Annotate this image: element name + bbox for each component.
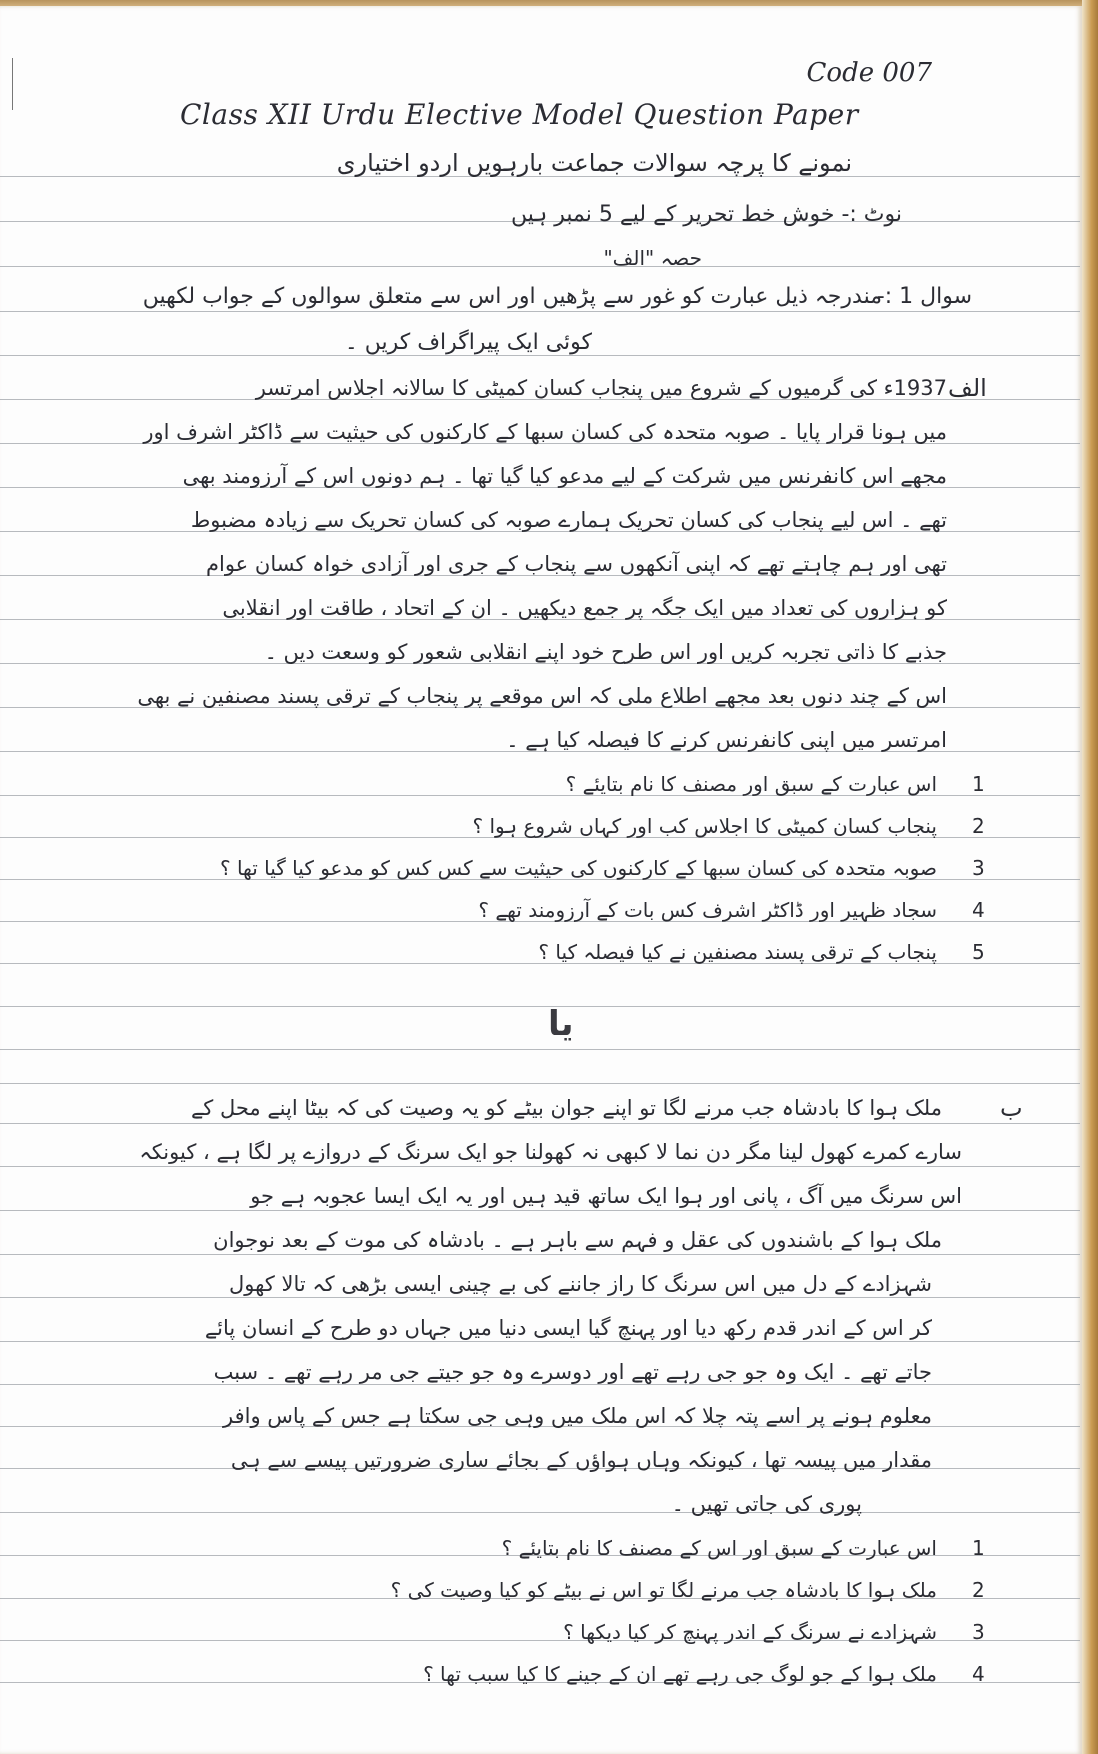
paper-code: Code 007 xyxy=(806,58,932,88)
sub-question-number: 4 xyxy=(972,898,985,922)
question-instruction: مندرجہ ذیل عبارت کو غور سے پڑھیں اور اس سے متعلق سوالوں کے جواب لکھیں xyxy=(142,284,882,309)
ruled-line xyxy=(0,1166,1080,1167)
page-title-urdu: نمونے کا پرچہ سوالات جماعت بارہویں اردو اختیاری xyxy=(336,149,852,177)
passage-line: اس کے چند دنوں بعد مجھے اطلاع ملی کہ اس موقعے پر پنجاب کے ترقی پسند مصنفین نے بھی xyxy=(137,684,947,708)
question-label: سوال 1 :- xyxy=(876,284,972,309)
ruled-line xyxy=(0,311,1080,312)
ruled-line xyxy=(0,1254,1080,1255)
sub-question-number: 1 xyxy=(972,772,985,796)
sub-question-number: 3 xyxy=(972,1620,985,1644)
passage-line: کر اس کے اندر قدم رکھ دیا اور پہنچ گیا ایسی دنیا میں جہاں دو طرح کے انسان پائے xyxy=(204,1316,932,1340)
passage-marker-b: ب xyxy=(1000,1094,1023,1122)
margin-mark xyxy=(12,58,13,110)
passage-line: تھی اور ہم چاہتے تھے کہ اپنی آنکھوں سے پنجاب کے جری اور آزادی خواہ کسان عوام xyxy=(206,552,947,576)
sub-question-number: 2 xyxy=(972,814,985,838)
sub-question-number: 3 xyxy=(972,856,985,880)
passage-line: معلوم ہونے پر اسے پتہ چلا کہ اس ملک میں وہی جی سکتا ہے جس کے پاس وافر xyxy=(223,1404,932,1428)
passage-line: میں ہونا قرار پایا ۔ صوبہ متحدہ کی کسان سبھا کے کارکنوں کی حیثیت سے ڈاکٹر اشرف اور xyxy=(143,420,947,444)
ruled-line xyxy=(0,1006,1080,1007)
sub-question: صوبہ متحدہ کی کسان سبھا کے کارکنوں کی حیثیت سے کس کس کو مدعو کیا گیا تھا ؟ xyxy=(219,856,937,880)
sub-question: شہزادے نے سرنگ کے اندر پہنچ کر کیا دیکھا ؟ xyxy=(563,1620,937,1644)
passage-line: 1937ء کی گرمیوں کے شروع میں پنجاب کسان کمیٹی کا سالانہ اجلاس امرتسر xyxy=(255,376,947,400)
sub-question-number: 1 xyxy=(972,1536,985,1560)
ruled-line xyxy=(0,1210,1080,1211)
section-heading: حصہ "الف" xyxy=(603,246,702,270)
ruled-line xyxy=(0,1297,1080,1298)
sub-question: سجاد ظہیر اور ڈاکٹر اشرف کس بات کے آرزومند تھے ؟ xyxy=(478,898,937,922)
passage-line: سارے کمرے کھول لینا مگر دن نما لا کبھی نہ کھولنا جو ایک سرنگ کے دروازے پر لگا ہے ، کیونکہ xyxy=(139,1140,962,1164)
passage-line: جاتے تھے ۔ ایک وہ جو جی رہے تھے اور دوسرے وہ جو جیتے جی مر رہے تھے ۔ سبب xyxy=(213,1360,932,1384)
passage-marker-a: الف xyxy=(948,374,987,402)
ruled-line xyxy=(0,1123,1080,1124)
page-title-english: Class XII Urdu Elective Model Question Paper xyxy=(180,98,859,131)
sub-question-number: 4 xyxy=(972,1662,985,1686)
passage-line: تھے ۔ اس لیے پنجاب کی کسان تحریک ہمارے صوبہ کی کسان تحریک سے زیادہ مضبوط xyxy=(190,508,947,532)
question-instruction: کوئی ایک پیراگراف کریں ۔ xyxy=(344,330,592,355)
sub-question-number: 2 xyxy=(972,1578,985,1602)
passage-line: پوری کی جاتی تھیں ۔ xyxy=(671,1492,862,1516)
ruled-line xyxy=(0,1083,1080,1084)
passage-line: شہزادے کے دل میں اس سرنگ کا راز جاننے کی بے چینی ایسی بڑھی کہ تالا کھول xyxy=(229,1272,932,1296)
passage-line: ملک ہوا کا بادشاہ جب مرنے لگا تو اپنے جوان بیٹے کو یہ وصیت کی کہ بیٹا اپنے محل کے xyxy=(191,1096,942,1120)
ruled-line xyxy=(0,355,1080,356)
handwriting-note: نوٹ :- خوش خط تحریر کے لیے 5 نمبر ہیں xyxy=(510,202,902,227)
passage-line: کو ہزاروں کی تعداد میں ایک جگہ پر جمع دیکھیں ۔ ان کے اتحاد ، طاقت اور انقلابی xyxy=(222,596,947,620)
notebook-page xyxy=(0,6,1082,1754)
ruled-line xyxy=(0,1341,1080,1342)
passage-line: اس سرنگ میں آگ ، پانی اور ہوا ایک ساتھ قید ہیں اور یہ ایک ایسا عجوبہ ہے جو xyxy=(250,1184,962,1208)
sub-question-number: 5 xyxy=(972,940,985,964)
passage-line: مقدار میں پیسہ تھا ، کیونکہ وہاں ہواؤں کے بجائے ساری ضرورتیں پیسے سے ہی xyxy=(230,1448,932,1472)
passage-line: جذبے کا ذاتی تجربہ کریں اور اس طرح خود اپنے انقلابی شعور کو وسعت دیں ۔ xyxy=(264,640,947,664)
sub-question: ملک ہوا کا بادشاہ جب مرنے لگا تو اس نے بیٹے کو کیا وصیت کی ؟ xyxy=(390,1578,937,1602)
sub-question: اس عبارت کے سبق اور مصنف کا نام بتایئے ؟ xyxy=(565,772,937,796)
passage-line: امرتسر میں اپنی کانفرنس کرنے کا فیصلہ کیا ہے ۔ xyxy=(506,728,947,752)
sub-question: پنجاب کسان کمیٹی کا اجلاس کب اور کہاں شروع ہوا ؟ xyxy=(472,814,937,838)
sub-question: اس عبارت کے سبق اور اس کے مصنف کا نام بتایئے ؟ xyxy=(501,1536,937,1560)
ruled-line xyxy=(0,1049,1080,1050)
ruled-line xyxy=(0,1384,1080,1385)
sub-question: ملک ہوا کے جو لوگ جی رہے تھے ان کے جینے کا کیا سبب تھا ؟ xyxy=(423,1662,937,1686)
or-separator: یا xyxy=(548,1004,574,1044)
passage-line: مجھے اس کانفرنس میں شرکت کے لیے مدعو کیا گیا تھا ۔ ہم دونوں اس کے آرزومند بھی xyxy=(182,464,947,488)
sub-question: پنجاب کے ترقی پسند مصنفین نے کیا فیصلہ کیا ؟ xyxy=(538,940,937,964)
paper-right-edge xyxy=(1082,0,1098,1754)
ruled-line xyxy=(0,266,1080,267)
ruled-line xyxy=(0,1512,1080,1513)
passage-line: ملک ہوا کے باشندوں کی عقل و فہم سے باہر ہے ۔ بادشاہ کی موت کے بعد نوجوان xyxy=(213,1228,942,1252)
